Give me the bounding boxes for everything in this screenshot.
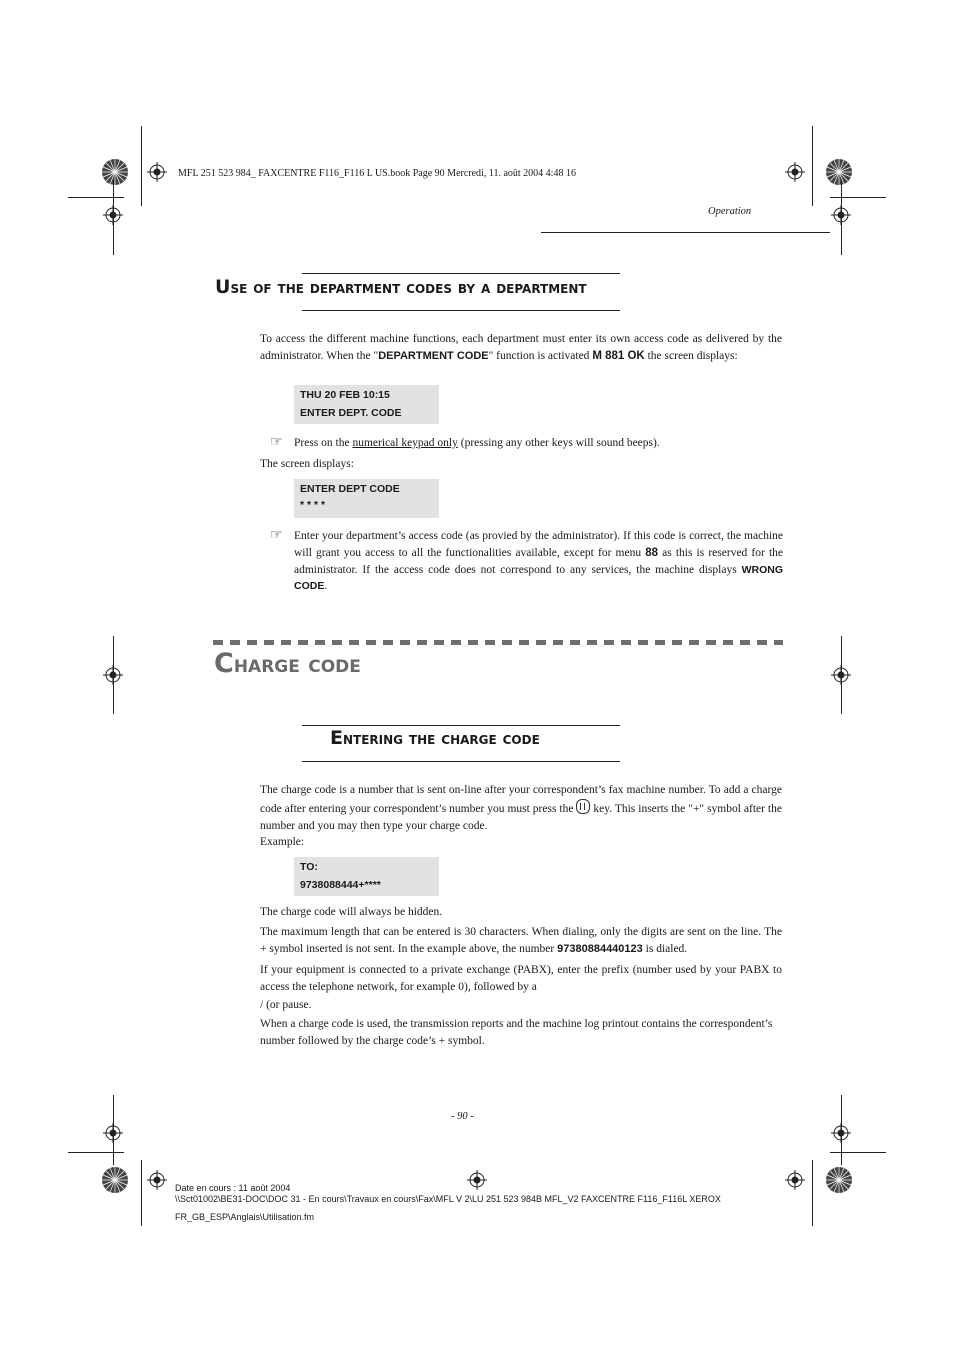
crop-line: [141, 126, 142, 206]
crop-line: [68, 197, 124, 198]
crop-line: [812, 126, 813, 206]
intro-text-a: To access the different machine functions, each department must enter its own access code as delivered by the administrator. When the ": [260, 333, 782, 362]
bullet-access-code: [294, 528, 783, 595]
example-label: Example:: [260, 836, 305, 848]
lcd-display-2: [294, 479, 439, 518]
registration-mark-icon: [785, 162, 805, 182]
bullet-keypad: [294, 435, 784, 452]
wrong-code-label: WRONG CODE: [294, 563, 783, 593]
pointing-hand-icon: ☞: [270, 435, 283, 450]
chapter-initial: C: [214, 648, 234, 679]
print-starburst-icon: [825, 158, 853, 186]
crop-line: [812, 1160, 813, 1226]
registration-mark-icon: [785, 1170, 805, 1190]
crop-line: [830, 197, 886, 198]
hidden-note: The charge code will always be hidden.: [260, 906, 443, 918]
registration-mark-icon: [147, 1170, 167, 1190]
heading-rule-top: [302, 725, 620, 726]
pabx-paragraph: If your equipment is connected to a private exchange (PABX), enter the prefix (number used by your PABX to access the telephone network, for example 0), followed by a: [260, 964, 782, 993]
crop-line: [841, 1095, 842, 1165]
intro-text-c: the screen displays:: [644, 349, 738, 362]
bullet-text: as this is reserved for the administrator. If the access code does not correspond to any services, the machine displays: [294, 546, 783, 576]
crop-line: [113, 180, 114, 255]
bullet-text: .: [324, 580, 328, 593]
screen-displays-label: The screen displays:: [260, 458, 354, 470]
registration-mark-icon: [147, 162, 167, 182]
crop-line: [68, 1152, 124, 1153]
print-starburst-icon: [101, 158, 129, 186]
paragraph-text: The charge code is a number that is sent on-line after your correspondent’s fax machine number. To add a charge code after entering your correspondent’s number you must press the: [260, 784, 782, 815]
header-rule: [541, 232, 830, 233]
footer-path: \\Sct01002\BE31-DOC\DOC 31 - En cours\Travaux en cours\Fax\MFL V 2\LU 251 523 984B MFL_V2 FAXCENTRE F116_F116L XEROX: [175, 1194, 721, 1204]
footer-path-continued: FR_GB_ESP\Anglais\Utilisation.fm: [175, 1212, 315, 1222]
charge-code-paragraph: [260, 782, 782, 834]
lcd-line: 9738088444+****: [300, 879, 381, 891]
heading-initial: U: [215, 276, 231, 298]
page-number: - 90 -: [451, 1111, 474, 1122]
dialed-number: 97380884440123: [557, 942, 643, 955]
lcd-line: THU 20 FEB 10:15: [300, 389, 390, 401]
section-heading-department-codes: [215, 276, 587, 298]
lcd-display-3: [294, 857, 439, 896]
lcd-line: ENTER DEPT. CODE: [300, 407, 402, 419]
file-info: MFL 251 523 984_ FAXCENTRE F116_F116 L US.book Page 90 Mercredi, 11. août 2004 4:48 16: [178, 168, 576, 179]
dept-code-label: DEPARTMENT CODE: [378, 349, 489, 362]
report-paragraph: When a charge code is used, the transmission reports and the machine log printout contains the correspondent’s number followed by the charge code’s + symbol.: [260, 1018, 773, 1047]
paragraph-text: is dialed.: [642, 942, 688, 955]
paragraph-text: key. This inserts the "+" symbol after the number and you may then type your charge code.: [260, 802, 782, 832]
pause-note: / (or pause.: [260, 999, 312, 1011]
heading-initial: E: [330, 727, 343, 749]
registration-mark-icon: [467, 1170, 487, 1190]
crop-line: [113, 636, 114, 714]
menu-number: 88: [645, 546, 658, 559]
pointing-hand-icon: ☞: [270, 528, 283, 543]
dashed-separator: [213, 640, 783, 645]
heading-rule-bottom: [302, 761, 620, 762]
bullet-text: (pressing any other keys will sound beeps).: [457, 437, 660, 449]
section-heading-entering-charge-code: [330, 727, 540, 749]
chapter-heading-charge-code: [214, 648, 361, 679]
crop-line: [141, 1160, 142, 1226]
chapter-rest: harge code: [233, 650, 361, 678]
pause-key-icon: [576, 799, 590, 814]
crop-line: [841, 636, 842, 714]
intro-paragraph: [260, 331, 782, 364]
footer-date: Date en cours : 11 août 2004: [175, 1183, 291, 1193]
key-sequence: M 881 OK: [592, 349, 645, 362]
intro-text-b: " function is activated: [488, 349, 593, 362]
heading-rule-top: [302, 273, 620, 274]
crop-line: [841, 180, 842, 255]
print-starburst-icon: [101, 1166, 129, 1194]
keypad-emphasis: numerical keypad only: [352, 437, 458, 449]
lcd-line: * * * *: [300, 499, 326, 511]
print-starburst-icon: [825, 1166, 853, 1194]
crop-line: [113, 1095, 114, 1165]
bullet-text: Press on the: [294, 437, 353, 449]
max-length-paragraph: [260, 924, 782, 957]
bullet-text: Enter your department’s access code (as provied by the administrator). If this code is correct, the machine will grant you access to all the functionalities available, except for menu: [294, 530, 783, 559]
paragraph-text: The maximum length that can be entered is 30 characters. When dialing, only the digits are sent on the line. The + symbol inserted is not sent. In the example above, the number: [260, 926, 782, 955]
running-title: Operation: [708, 206, 752, 217]
lcd-line: ENTER DEPT CODE: [300, 483, 400, 495]
lcd-display-1: [294, 385, 439, 424]
crop-line: [830, 1152, 886, 1153]
heading-rule-bottom: [302, 310, 620, 311]
heading-rest: se of the department codes by a department: [230, 278, 587, 298]
lcd-line: TO:: [300, 861, 318, 873]
heading-rest: ntering the charge code: [342, 729, 540, 749]
